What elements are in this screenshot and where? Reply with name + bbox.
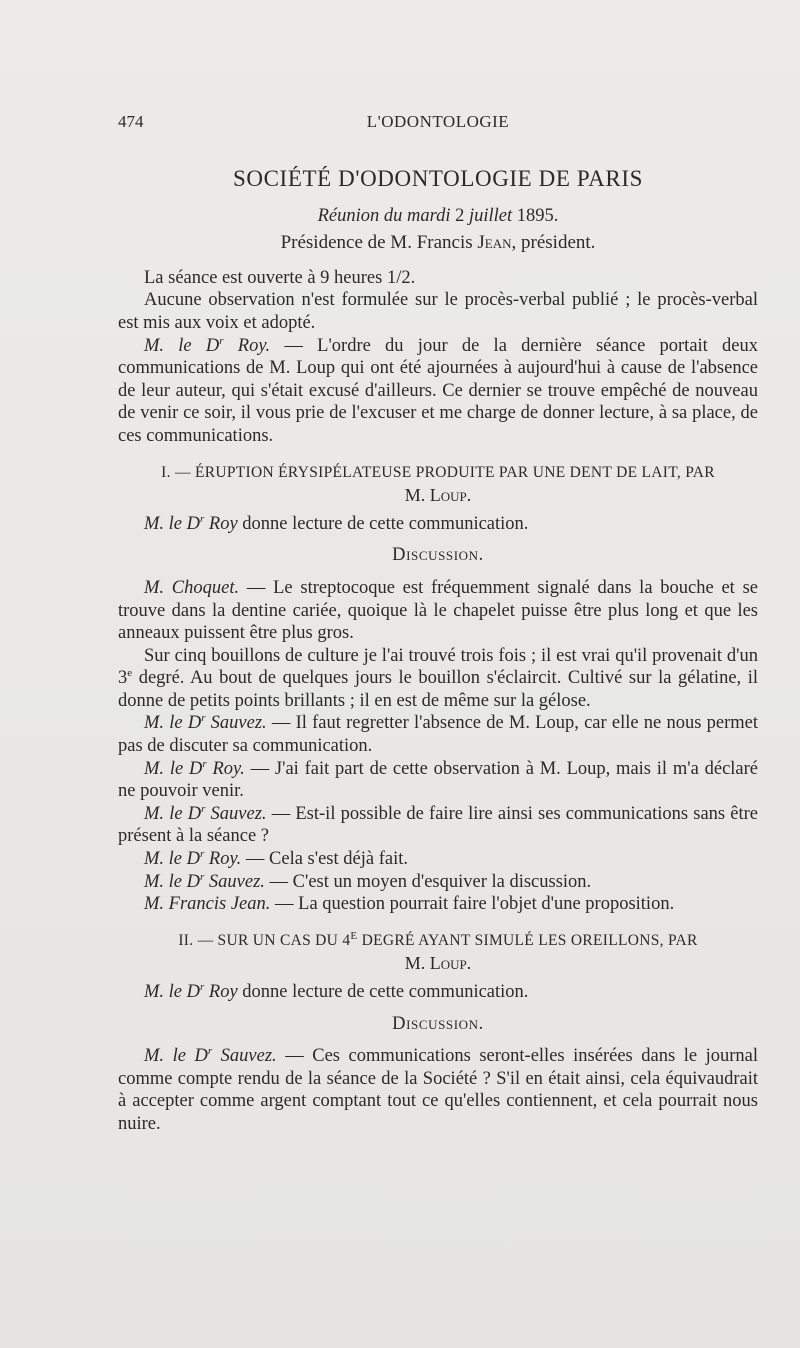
discussion-exchange: [118, 848, 758, 871]
section-2-discussion-heading: Discussion.: [392, 1013, 484, 1034]
document-body: [118, 168, 758, 1136]
speaker-name: M. le $D^r$ Sauvez.: [144, 870, 265, 892]
section-2-reading: M. le $D^r$ Roy donne lecture de cette communication.: [144, 980, 529, 1002]
presidence-prefix: Présidence de M. Francis: [280, 232, 478, 254]
speaker-name: M. le $D^r$ Sauvez.: [144, 712, 267, 734]
page-number: 474: [118, 112, 144, 131]
speech-text: — J'ai fait part de cette observation à M. Loup, mais il m'a déclaré ne pouvoir venir.: [118, 758, 759, 802]
speaker-name: M. le $D^r$ Roy.: [144, 757, 245, 779]
meeting-date-month: juillet: [464, 205, 517, 226]
section-2-title: II. — SUR UN CAS DU $4^E$ DEGRÉ AYANT SIMULÉ LES OREILLONS, PAR: [178, 929, 698, 949]
culture-paragraph: Sur cinq bouillons de culture je l'ai trouvé trois fois ; il est vrai qu'il provenait d'un 3e degré. Au bout de quelques jours le bouillon s'éclaircit. Cultivé sur la gélatine, il donne de petits points brillants ; il en est de même sur la gélose.: [118, 645, 758, 711]
speaker-name: M. le $D^r$ Roy.: [144, 847, 242, 870]
section-1-discussion-heading: Discussion.: [392, 545, 484, 566]
section-1-author: M. Loup.: [404, 485, 472, 506]
meeting-date-day: 2: [455, 205, 465, 226]
discussion-exchange: [118, 758, 758, 803]
discussion-exchange: [118, 803, 758, 848]
presidence-suffix: , président.: [511, 232, 596, 254]
speaker-name: M. le $D^r$ Roy.: [144, 334, 271, 356]
discussion-exchanges: [118, 712, 758, 915]
speech-text: — Est-il possible de faire lire ainsi ses communications sans être présent à la séance ?: [118, 803, 759, 847]
intro-paragraph-minutes: Aucune observation n'est formulée sur le procès-verbal publié ; le procès-verbal est mis aux voix et adopté.: [118, 290, 758, 333]
speech-text: — C'est un moyen d'esquiver la discussion.: [264, 871, 592, 892]
speaker-name: M. le $D^r$ Sauvez.: [144, 802, 267, 824]
president-name: Jean: [477, 232, 512, 254]
page-header: [118, 112, 758, 142]
sauvez-final-paragraph: M. le $D^r$ Sauvez. — Ces communications seront-elles insérées dans le journal comme compte rendu de la séance de la Société ? S'il en était ainsi, cela équivaudrait à accepter comme argent comptant tout ce qu'elles contiennent, et cela pourrait nous nuire.: [118, 1045, 759, 1134]
speech-text: — L'ordre du jour de la dernière séance portait deux communications de M. Loup qui ont été ajournées à aujourd'hui à cause de l'absence de leur auteur, qui s'était excusé d'ailleurs. Ce dernier se trouve empêché de nouveau de venir ce soir, il vous prie de l'excuser et me charge de donner lecture, à sa place, de ces communications.: [118, 335, 759, 446]
discussion-exchange: [118, 712, 758, 757]
society-title: SOCIÉTÉ D'ODONTOLOGIE DE PARIS: [233, 166, 643, 191]
speaker-name: M. le $D^r$ Roy: [144, 512, 238, 534]
choquet-paragraph: M. Choquet. — Le streptocoque est fréquemment signalé dans la bouche et se trouve dans la dentine cariée, quoique là le chapelet puisse être plus long et que les anneaux puissent être plus gros.: [118, 577, 758, 644]
meeting-reunion-label: Réunion du mardi: [317, 205, 456, 226]
speech-text: — Cela s'est déjà fait.: [241, 849, 408, 870]
intro-paragraph-opening: La séance est ouverte à 9 heures 1/2.: [144, 267, 416, 288]
meeting-year: 1895.: [516, 205, 559, 226]
intro-paragraph-roy: [118, 335, 758, 448]
section-1-reading: M. le $D^r$ Roy donne lecture de cette communication.: [144, 512, 529, 534]
speech-text: — Il faut regretter l'absence de M. Loup, car elle ne nous permet pas de discuter sa communication.: [118, 713, 759, 757]
speech-text: — La question pourrait faire l'objet d'une proposition.: [270, 894, 675, 915]
discussion-exchange: [118, 893, 758, 916]
speaker-name: M. le $D^r$ Sauvez.: [144, 1045, 277, 1067]
speaker-name: M. Francis Jean.: [144, 894, 271, 915]
running-title: L'ODONTOLOGIE: [366, 112, 510, 131]
section-1-title: I. — ÉRUPTION ÉRYSIPÉLATEUSE PRODUITE PAR UNE DENT DE LAIT, PAR: [161, 463, 715, 481]
meeting-date-line: [118, 205, 758, 228]
presidence-line: [118, 232, 758, 255]
speaker-name: M. le $D^r$ Roy: [144, 980, 238, 1002]
section-2-author: M. Loup.: [404, 953, 472, 974]
speaker-name: M. Choquet.: [144, 577, 240, 598]
discussion-exchange: [118, 871, 758, 894]
